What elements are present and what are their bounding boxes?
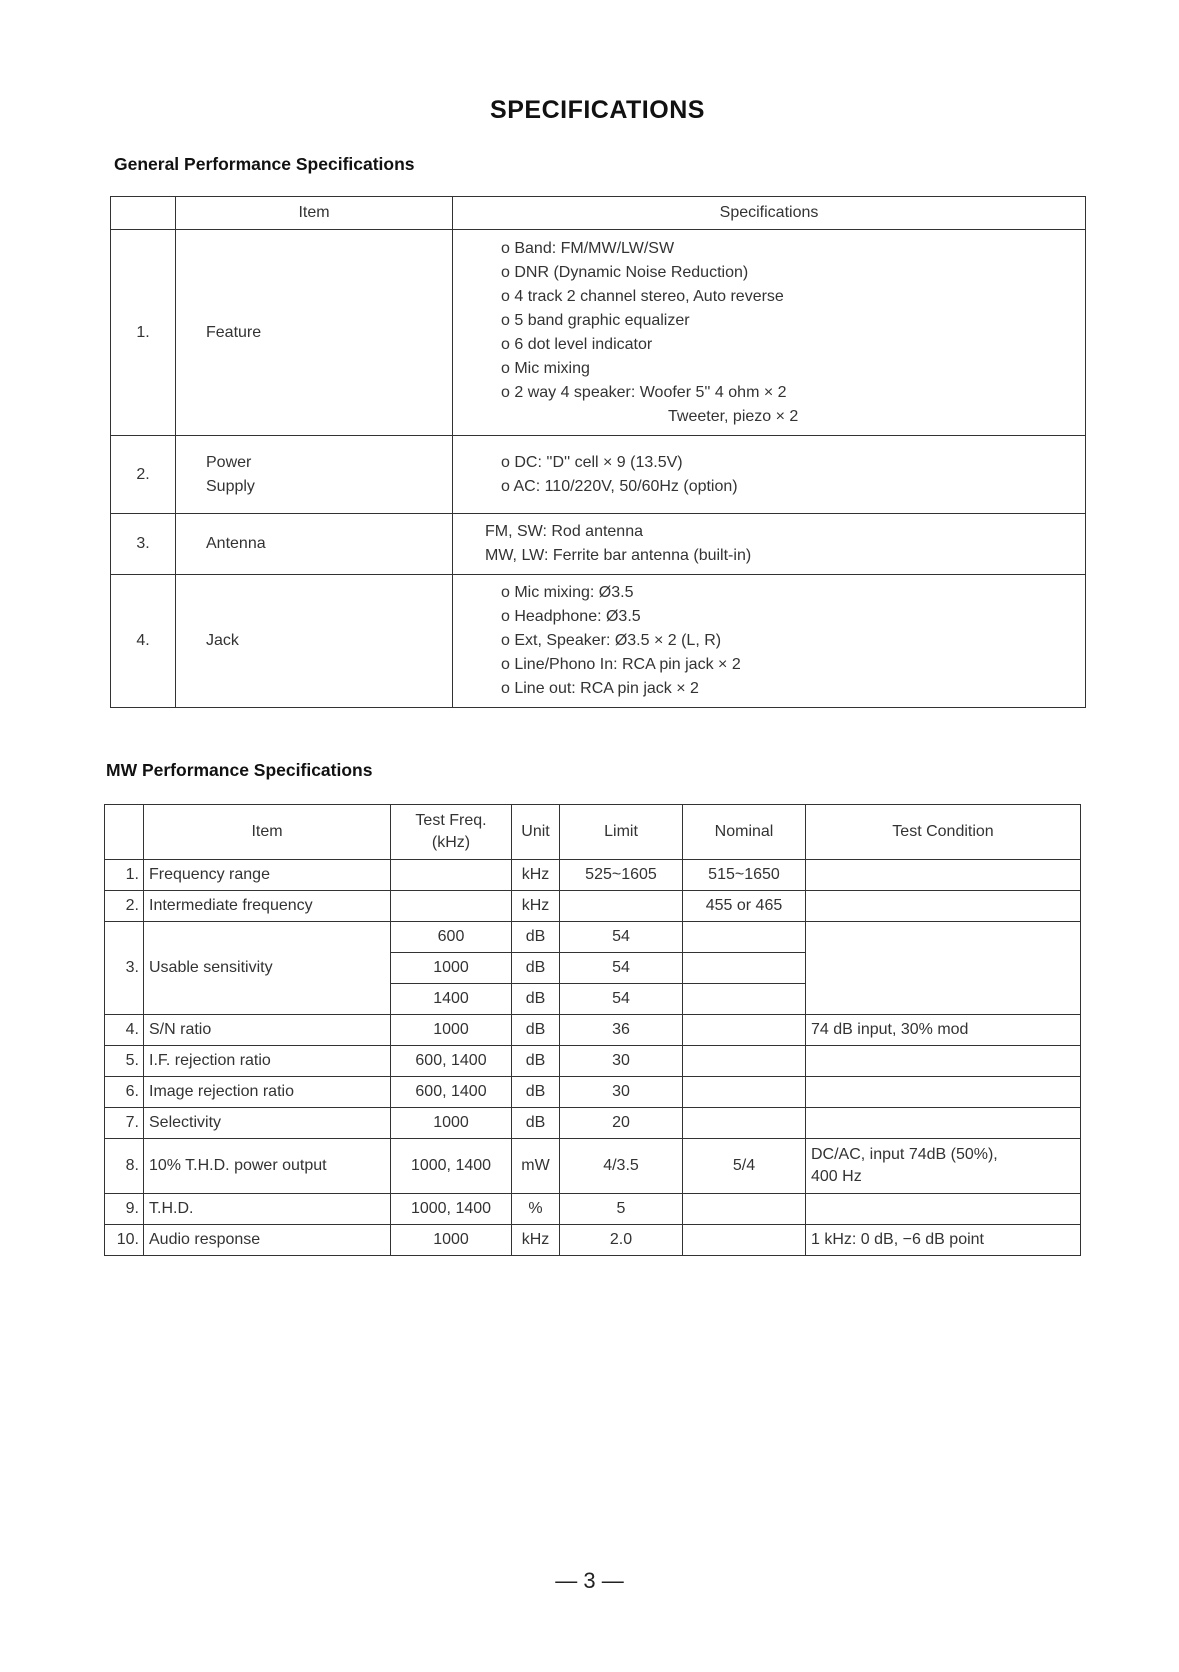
spec-line: o 2 way 4 speaker: Woofer 5'' 4 ohm × 2	[501, 383, 787, 401]
row-test-condition	[806, 922, 1081, 1015]
header-line: (kHz)	[431, 834, 471, 851]
spec-line: o 6 dot level indicator	[501, 335, 653, 353]
row-test-freq: 600	[391, 922, 512, 953]
spec-line: MW, LW: Ferrite bar antenna (built-in)	[485, 547, 752, 564]
table-row	[105, 1194, 1081, 1225]
header-nominal-cell: Nominal	[683, 805, 806, 860]
row-item: Audio response	[144, 1225, 391, 1256]
row-unit: kHz	[512, 1225, 560, 1256]
table-row	[111, 436, 1086, 514]
spec-line: o DC: ''D'' cell × 9 (13.5V)	[501, 453, 683, 471]
header-number-cell	[111, 197, 176, 230]
row-test-freq: 1000	[391, 953, 512, 984]
row-item	[176, 436, 453, 514]
table-row	[105, 922, 1081, 953]
table-header-row	[111, 197, 1086, 230]
row-item: Image rejection ratio	[144, 1077, 391, 1108]
row-test-freq: 600, 1400	[391, 1046, 512, 1077]
page-title: SPECIFICATIONS	[490, 96, 705, 124]
row-unit: dB	[512, 1077, 560, 1108]
header-line: Test Freq.	[415, 812, 487, 829]
row-limit	[560, 891, 683, 922]
row-test-condition	[806, 1139, 1081, 1194]
row-unit: dB	[512, 1108, 560, 1139]
row-limit: 36	[560, 1015, 683, 1046]
header-specifications-cell: Specifications	[453, 197, 1086, 230]
row-item: T.H.D.	[144, 1194, 391, 1225]
row-number: 1.	[105, 860, 144, 891]
row-limit: 54	[560, 953, 683, 984]
spec-line: FM, SW: Rod antenna	[485, 523, 643, 540]
spec-line: o Band: FM/MW/LW/SW	[501, 239, 675, 257]
row-nominal	[683, 1108, 806, 1139]
item-line: Power	[206, 453, 252, 471]
table-row	[105, 1077, 1081, 1108]
row-number: 5.	[105, 1046, 144, 1077]
row-number: 4.	[111, 575, 176, 708]
row-limit: 54	[560, 984, 683, 1015]
row-nominal	[683, 984, 806, 1015]
row-unit: dB	[512, 1046, 560, 1077]
row-limit: 30	[560, 1046, 683, 1077]
row-nominal	[683, 1015, 806, 1046]
row-item: I.F. rejection ratio	[144, 1046, 391, 1077]
row-number: 2.	[105, 891, 144, 922]
table-row	[111, 230, 1086, 436]
row-item: Jack	[176, 575, 453, 708]
row-test-freq: 1000, 1400	[391, 1194, 512, 1225]
spec-line: o 5 band graphic equalizer	[501, 311, 690, 329]
row-nominal	[683, 1046, 806, 1077]
general-specs-heading: General Performance Specifications	[114, 154, 415, 174]
spec-line: o Headphone: Ø3.5	[501, 608, 641, 625]
spec-line: Tweeter, piezo × 2	[668, 407, 799, 425]
header-test-condition-cell: Test Condition	[806, 805, 1081, 860]
table-row	[111, 514, 1086, 575]
row-nominal: 515~1650	[683, 860, 806, 891]
row-specs	[453, 436, 1086, 514]
row-number: 2.	[111, 436, 176, 514]
row-test-condition: 1 kHz: 0 dB, −6 dB point	[806, 1225, 1081, 1256]
mw-specs-heading: MW Performance Specifications	[106, 760, 373, 780]
row-limit: 30	[560, 1077, 683, 1108]
table-row	[105, 860, 1081, 891]
row-number: 3.	[111, 514, 176, 575]
row-unit: dB	[512, 1015, 560, 1046]
row-item: S/N ratio	[144, 1015, 391, 1046]
row-test-freq: 1000	[391, 1015, 512, 1046]
general-specs-table	[110, 196, 1086, 708]
spec-line: o AC: 110/220V, 50/60Hz (option)	[501, 477, 738, 495]
spec-line: o Mic mixing	[501, 359, 590, 377]
header-test-freq-cell	[391, 805, 512, 860]
table-row	[105, 1108, 1081, 1139]
row-test-freq: 600, 1400	[391, 1077, 512, 1108]
row-unit: %	[512, 1194, 560, 1225]
row-test-freq: 1000	[391, 1108, 512, 1139]
row-test-condition: 74 dB input, 30% mod	[806, 1015, 1081, 1046]
row-unit: mW	[512, 1139, 560, 1194]
row-unit: dB	[512, 984, 560, 1015]
page-number: — 3 —	[555, 1568, 624, 1593]
spec-line: o Line/Phono In: RCA pin jack × 2	[501, 656, 741, 673]
row-test-freq: 1400	[391, 984, 512, 1015]
row-item: Antenna	[176, 514, 453, 575]
table-row	[105, 1225, 1081, 1256]
header-unit-cell: Unit	[512, 805, 560, 860]
table-row	[111, 575, 1086, 708]
row-item: 10% T.H.D. power output	[144, 1139, 391, 1194]
row-test-freq	[391, 891, 512, 922]
row-specs	[453, 575, 1086, 708]
row-number: 4.	[105, 1015, 144, 1046]
row-unit: kHz	[512, 860, 560, 891]
row-nominal: 455 or 465	[683, 891, 806, 922]
row-unit: kHz	[512, 891, 560, 922]
spec-line: o Line out: RCA pin jack × 2	[501, 680, 699, 697]
header-limit-cell: Limit	[560, 805, 683, 860]
row-test-condition	[806, 1077, 1081, 1108]
row-limit: 525~1605	[560, 860, 683, 891]
header-item-cell: Item	[176, 197, 453, 230]
spec-line: o 4 track 2 channel stereo, Auto reverse	[501, 287, 784, 305]
row-test-condition	[806, 1194, 1081, 1225]
header-number-cell	[105, 805, 144, 860]
table-row	[105, 1046, 1081, 1077]
item-line: Supply	[206, 477, 255, 495]
row-number: 1.	[111, 230, 176, 436]
condition-line: DC/AC, input 74dB (50%),	[811, 1146, 998, 1163]
mw-specs-table	[104, 804, 1081, 1256]
row-item: Feature	[176, 230, 453, 436]
row-limit: 5	[560, 1194, 683, 1225]
table-header-row	[105, 805, 1081, 860]
row-limit: 4/3.5	[560, 1139, 683, 1194]
row-test-condition	[806, 860, 1081, 891]
row-test-condition	[806, 1108, 1081, 1139]
row-test-freq: 1000	[391, 1225, 512, 1256]
row-item: Selectivity	[144, 1108, 391, 1139]
row-test-freq	[391, 860, 512, 891]
row-specs	[453, 230, 1086, 436]
row-limit: 54	[560, 922, 683, 953]
row-test-condition	[806, 891, 1081, 922]
row-number: 9.	[105, 1194, 144, 1225]
row-unit: dB	[512, 953, 560, 984]
condition-line: 400 Hz	[811, 1168, 862, 1185]
row-unit: dB	[512, 922, 560, 953]
spec-line: o Ext, Speaker: Ø3.5 × 2 (L, R)	[501, 632, 722, 649]
row-item: Intermediate frequency	[144, 891, 391, 922]
row-number: 3.	[105, 922, 144, 1015]
row-test-freq: 1000, 1400	[391, 1139, 512, 1194]
row-nominal: 5/4	[683, 1139, 806, 1194]
row-limit: 20	[560, 1108, 683, 1139]
table-row	[105, 1139, 1081, 1194]
row-item: Frequency range	[144, 860, 391, 891]
row-number: 8.	[105, 1139, 144, 1194]
row-nominal	[683, 1225, 806, 1256]
row-limit: 2.0	[560, 1225, 683, 1256]
table-row	[105, 891, 1081, 922]
row-nominal	[683, 1077, 806, 1108]
row-number: 6.	[105, 1077, 144, 1108]
header-item-cell: Item	[144, 805, 391, 860]
row-number: 7.	[105, 1108, 144, 1139]
table-row	[105, 1015, 1081, 1046]
row-nominal	[683, 922, 806, 953]
row-specs	[453, 514, 1086, 575]
spec-line: o Mic mixing: Ø3.5	[501, 584, 634, 601]
row-test-condition	[806, 1046, 1081, 1077]
spec-line: o DNR (Dynamic Noise Reduction)	[501, 263, 749, 281]
row-nominal	[683, 953, 806, 984]
row-number: 10.	[105, 1225, 144, 1256]
row-item: Usable sensitivity	[144, 922, 391, 1015]
row-nominal	[683, 1194, 806, 1225]
